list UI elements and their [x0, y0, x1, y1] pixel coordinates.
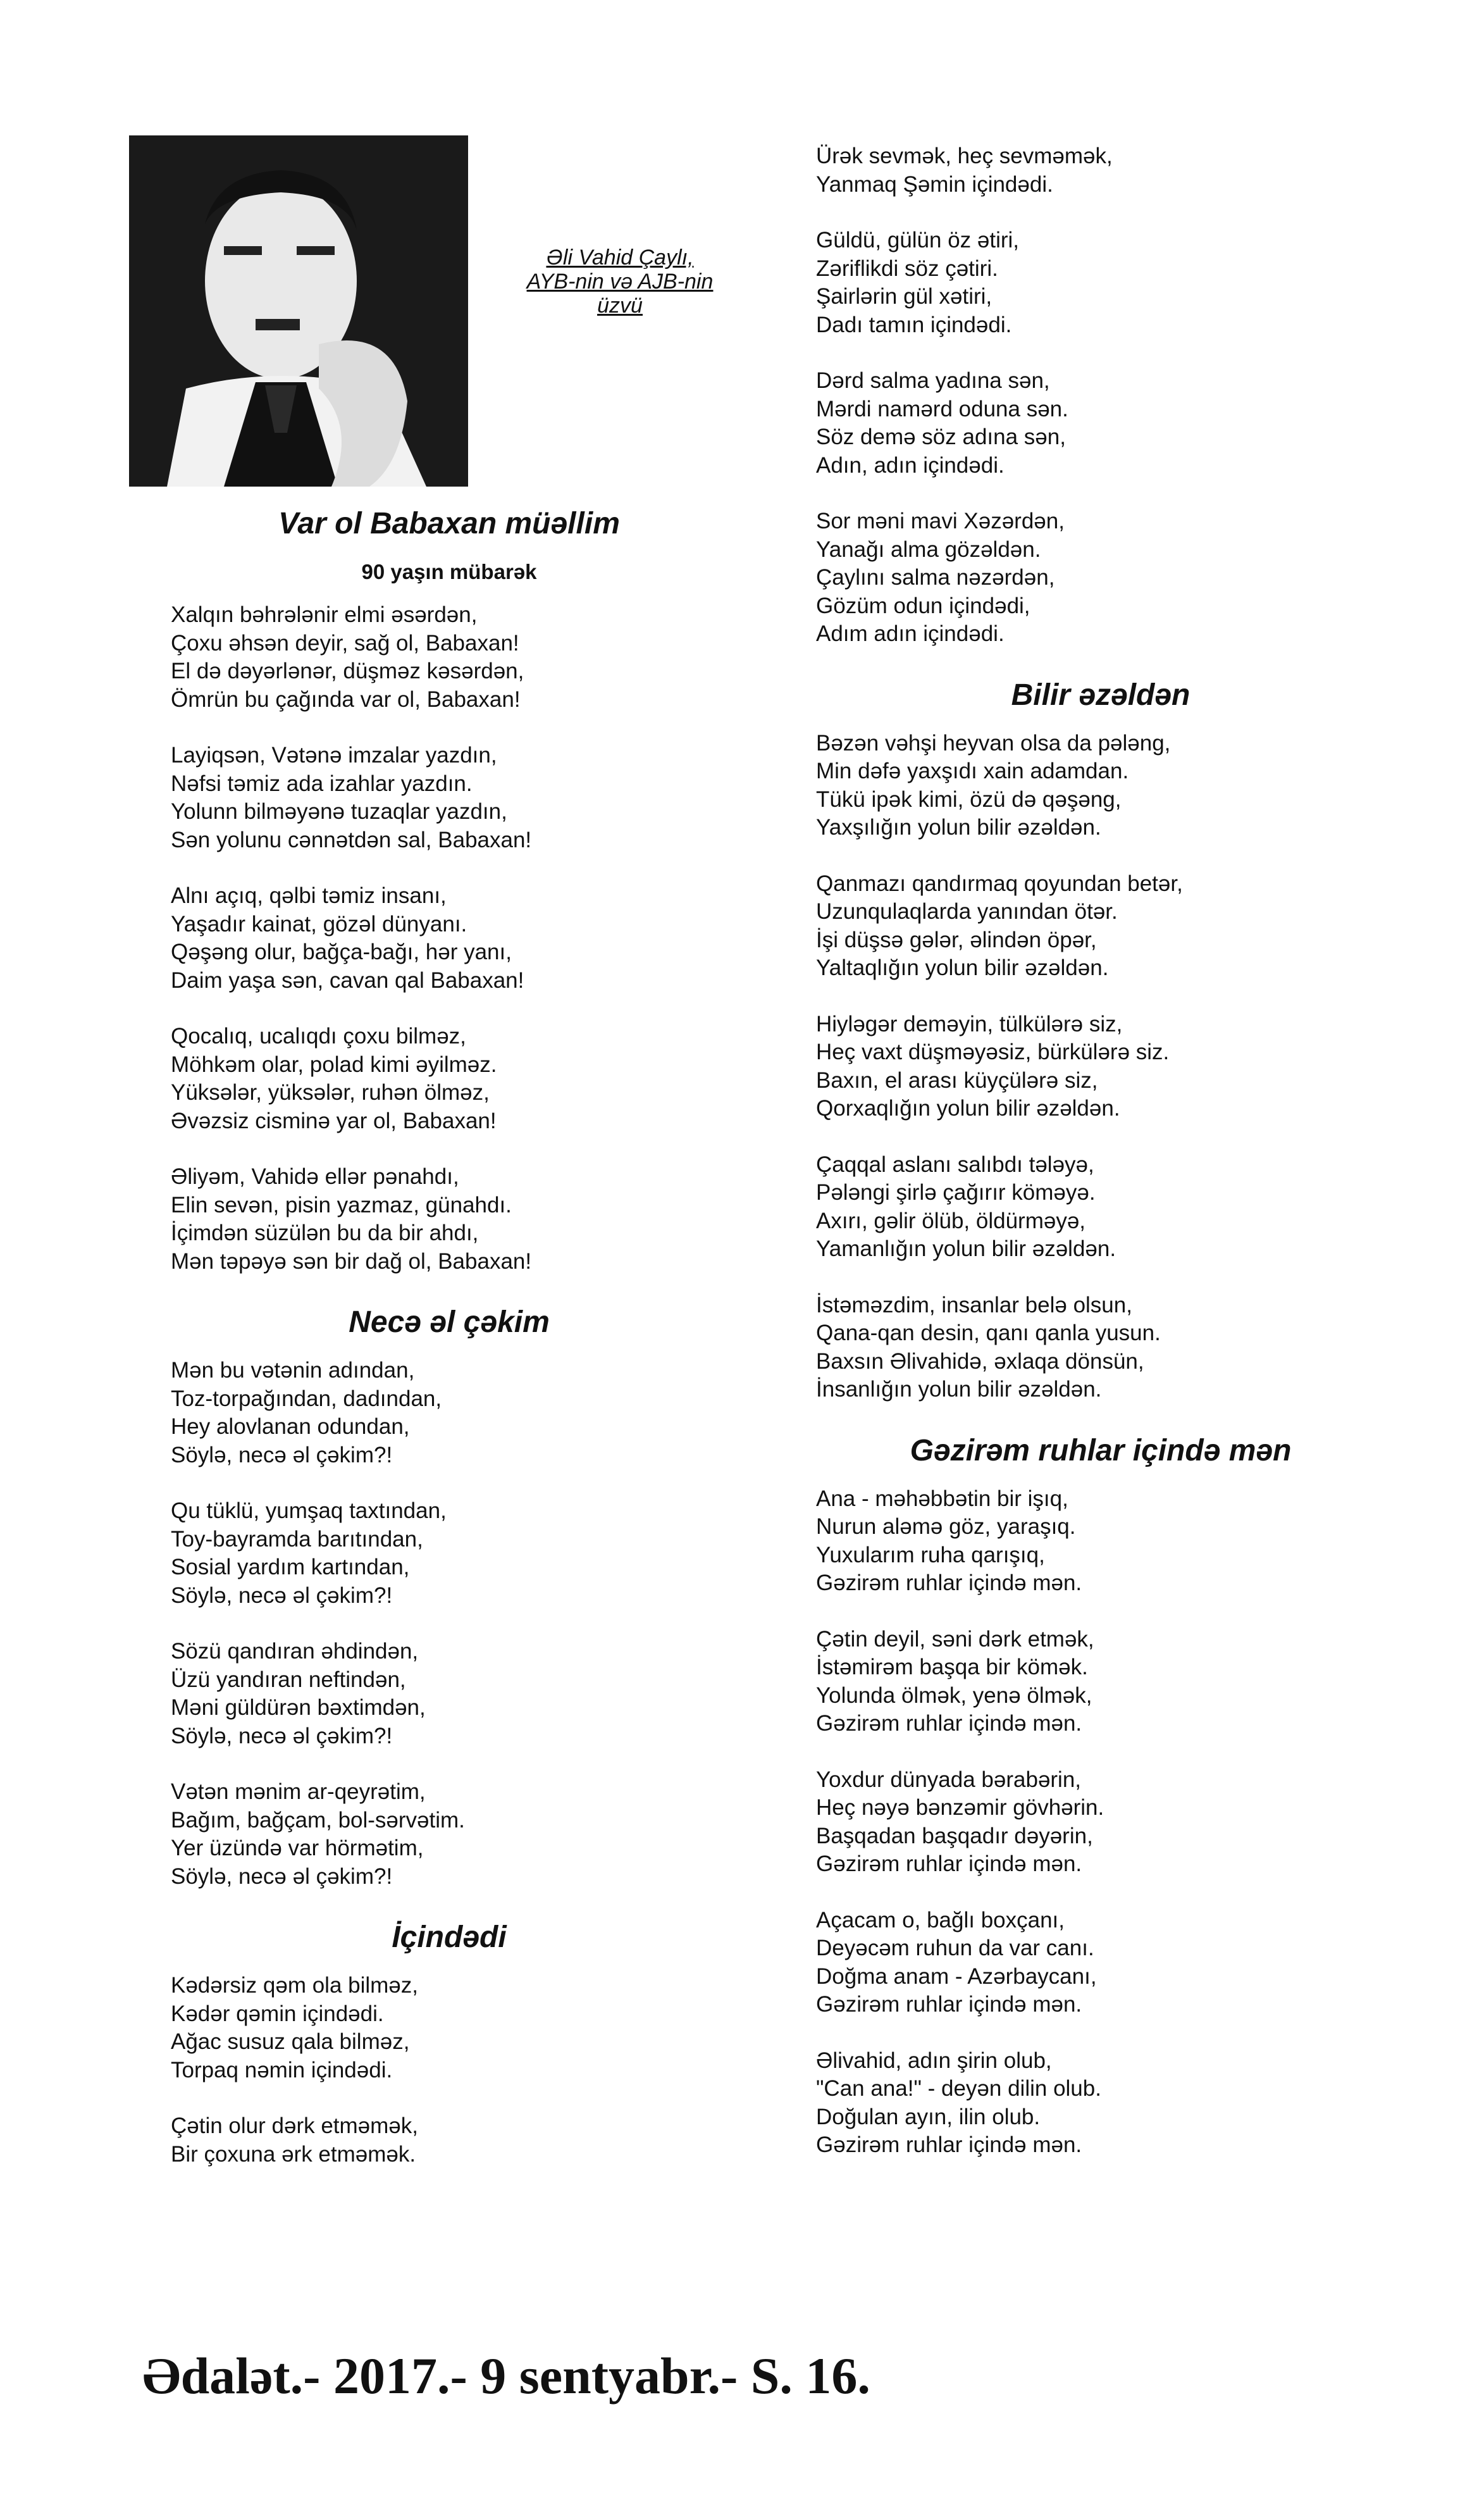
poem-body [816, 142, 1385, 649]
poem-line: Çaqqal aslanı salıbdı tələyə, [816, 1152, 1094, 1177]
stanza [816, 730, 1385, 842]
poem-line: Gəzirəm ruhlar içində mən. [816, 1852, 1082, 1876]
right-column [816, 142, 1385, 2188]
author-caption [471, 246, 769, 318]
poem-line: Doğma anam - Azərbaycanı, [816, 1964, 1097, 1989]
poem-line: İnsanlığın yolun bilir əzəldən. [816, 1377, 1102, 1402]
poem-line: Doğulan ayın, ilin olub. [816, 2104, 1041, 2129]
poem-line: İşi düşsə gələr, əlindən öpər, [816, 927, 1097, 952]
poem-line: Açacam o, bağlı boxçanı, [816, 1907, 1065, 1933]
stanza [171, 2112, 727, 2169]
poem-line: Heç vaxt düşməyəsiz, bürkülərə siz. [816, 1040, 1170, 1064]
stanza [171, 742, 727, 854]
poem-line: Toy-bayramda barıtından, [171, 1526, 423, 1552]
stanza [816, 1151, 1385, 1264]
stanza [171, 1972, 727, 2084]
poem-line: Adın, adın içindədi. [816, 452, 1005, 478]
poem-line: Hey alovlanan odundan, [171, 1414, 410, 1439]
stanza [816, 507, 1385, 649]
poem-line: Çətin olur dərk etməmək, [171, 2113, 418, 2138]
poem-line: Ürək sevmək, heç sevməmək, [816, 144, 1113, 168]
poem-line: Deyəcəm ruhun da var canı. [816, 1936, 1094, 1960]
poem-line: Daim yaşa sən, cavan qal Babaxan! [171, 968, 524, 993]
poem-line: Torpaq nəmin içindədi. [171, 2057, 393, 2082]
poem-line: Bəzən vəhşi heyvan olsa da pələng, [816, 730, 1171, 756]
poem-line: Gəzirəm ruhlar içində mən. [816, 2132, 1082, 2157]
poem-title: Necə əl çəkim [349, 1305, 550, 1339]
author-membership: AYB-nin və AJB-nin [526, 270, 714, 294]
poem-line: Zəriflikdi söz çətiri. [816, 256, 998, 281]
poem-line: İstəməzdim, insanlar belə olsun, [816, 1292, 1132, 1317]
stanza [171, 1163, 727, 1276]
poem-line: Söylə, necə əl çəkim?! [171, 1864, 393, 1889]
stanza [816, 367, 1385, 480]
poem-line: Məni güldürən bəxtimdən, [171, 1695, 426, 1720]
poem-line: Yanmaq Şəmin içindədi. [816, 171, 1053, 197]
author-role: üzvü [597, 294, 643, 318]
poem-line: Üzü yandıran neftindən, [171, 1667, 406, 1692]
stanza [816, 1485, 1385, 1598]
poem-title: Bilir əzəldən [1011, 678, 1190, 712]
stanza [171, 1778, 727, 1891]
poem-line: Söz demə söz adına sən, [816, 425, 1066, 449]
poem-line: Gəzirəm ruhlar içində mən. [816, 1711, 1082, 1736]
poem-body [171, 601, 727, 1276]
source-citation: Ədalət.- 2017.- 9 sentyabr.- S. 16. [142, 2347, 870, 2405]
poem-line: Axırı, gəlir ölüb, öldürməyə, [816, 1208, 1086, 1233]
poem-line: Baxsın Əlivahidə, əxlaqa dönsün, [816, 1348, 1144, 1374]
stanza [816, 1291, 1385, 1404]
poem-line: "Can ana!" - deyən dilin olub. [816, 2076, 1101, 2101]
poem-line: Pələngi şirlə çağırır köməyə. [816, 1180, 1096, 1205]
poem-line: Kədərsiz qəm ola bilməz, [171, 1973, 418, 1998]
poem-line: Yanağı alma gözəldən. [816, 537, 1041, 562]
poem-line: Nəfsi təmiz ada izahlar yazdın. [171, 771, 473, 796]
poem-line: Ağac susuz qala bilməz, [171, 2029, 410, 2054]
poem-line: Nurun aləmə göz, yaraşıq. [816, 1514, 1076, 1539]
poem-line: Kədər qəmin içindədi. [171, 2001, 384, 2026]
poem-line: Yaxşılığın yolun bilir əzəldən. [816, 815, 1101, 840]
poem-line: Əlivahid, adın şirin olub, [816, 2048, 1052, 2073]
poem-title: Var ol Babaxan müəllim [278, 507, 620, 540]
poem-title: İçindədi [392, 1920, 507, 1954]
poem-line: Yoxdur dünyada bərabərin, [816, 1767, 1082, 1792]
poem-line: Əliyəm, Vahidə ellər pənahdı, [171, 1164, 459, 1189]
poem-line: Mərdi namərd oduna sən. [816, 396, 1068, 421]
poem-line: Çətin deyil, səni dərk etmək, [816, 1626, 1094, 1652]
stanza [171, 882, 727, 995]
poem-body [171, 1357, 727, 1891]
stanza [171, 1497, 727, 1610]
poem-line: Baxın, el arası küyçülərə siz, [816, 1067, 1098, 1093]
poem-line: Yolunda ölmək, yenə ölmək, [816, 1683, 1092, 1708]
poem-line: Başqadan başqadır dəyərin, [816, 1823, 1093, 1848]
poem-line: Dərd salma yadına sən, [816, 368, 1050, 393]
poem-line: Ana - məhəbbətin bir işıq, [816, 1486, 1068, 1511]
poem-line: Yolunn bilməyənə tuzaqlar yazdın, [171, 799, 507, 824]
poem-line: Söylə, necə əl çəkim?! [171, 1723, 393, 1748]
poem-line: Gözüm odun içindədi, [816, 593, 1030, 618]
poem-line: Söylə, necə əl çəkim?! [171, 1583, 393, 1608]
poem-line: Bir çoxuna ərk etməmək. [171, 2141, 416, 2167]
poem-line: Yer üzündə var hörmətim, [171, 1836, 424, 1860]
poem-line: Ömrün bu çağında var ol, Babaxan! [171, 687, 521, 712]
poem-line: Güldü, gülün öz ətiri, [816, 228, 1020, 252]
poem-line: Dadı tamın içindədi. [816, 312, 1012, 337]
stanza [171, 1023, 727, 1135]
poem-line: Qocalıq, ucalıqdı çoxu bilməz, [171, 1024, 466, 1049]
poem-line: Adım adın içindədi. [816, 621, 1005, 646]
poem-line: Şairlərin gül xətiri, [816, 284, 992, 309]
poem-line: Sosial yardım kartından, [171, 1555, 410, 1579]
poem-line: Qu tüklü, yumşaq taxtından, [171, 1498, 447, 1523]
stanza [816, 227, 1385, 339]
stanza [171, 1638, 727, 1750]
poem-line: Yüksələr, yüksələr, ruhən ölməz, [171, 1080, 490, 1105]
author-photo [129, 135, 468, 487]
poem-line: Toz-torpağından, dadından, [171, 1386, 442, 1411]
stanza [816, 2047, 1385, 2160]
poem-line: Qəşəng olur, bağça-bağı, hər yanı, [171, 940, 512, 964]
stanza [816, 870, 1385, 983]
poem-title: Gəzirəm ruhlar içində mən [910, 1433, 1292, 1467]
poem-line: İçimdən süzülən bu da bir ahdı, [171, 1221, 479, 1245]
stanza [171, 601, 727, 714]
poem-line: Yuxularım ruha qarışıq, [816, 1542, 1045, 1567]
author-name: Əli Vahid Çaylı, [546, 246, 694, 270]
poem-line: Çaylını salma nəzərdən, [816, 565, 1055, 590]
poem-line: Yamanlığın yolun bilir əzəldən. [816, 1236, 1116, 1261]
poem-body [171, 1972, 727, 2169]
stanza [816, 1766, 1385, 1879]
poem-line: Qana-qan desin, qanı qanla yusun. [816, 1321, 1161, 1345]
stanza [816, 1626, 1385, 1738]
poem-line: Söylə, necə əl çəkim?! [171, 1442, 393, 1467]
poem-body [816, 730, 1385, 1404]
poem-line: Bağım, bağçam, bol-sərvətim. [171, 1807, 465, 1833]
poem-line: Tükü ipək kimi, özü də qəşəng, [816, 787, 1122, 812]
poem-line: Sor məni mavi Xəzərdən, [816, 509, 1065, 533]
left-column [171, 500, 727, 2196]
poem-line: İstəmirəm başqa bir kömək. [816, 1655, 1088, 1679]
poem-line: Heç nəyə bənzəmir gövhərin. [816, 1795, 1104, 1820]
stanza [816, 1011, 1385, 1123]
poem-line: Min dəfə yaxşıdı xain adamdan. [816, 759, 1129, 783]
poem-line: Yaltaqlığın yolun bilir əzəldən. [816, 955, 1109, 980]
poem-line: Hiyləgər deməyin, tülkülərə siz, [816, 1011, 1123, 1036]
poem-line: Mən bu vətənin adından, [171, 1358, 415, 1383]
poem-line: Sözü qandıran əhdindən, [171, 1639, 419, 1664]
poem-line: Sən yolunu cənnətdən sal, Babaxan! [171, 827, 532, 852]
poem-body [816, 1485, 1385, 2160]
poem-line: Vətən mənim ar-qeyrətim, [171, 1779, 426, 1804]
stanza [816, 142, 1385, 199]
poem-subtitle: 90 yaşın mübarək [361, 560, 537, 583]
poem-line: Xalqın bəhrələnir elmi əsərdən, [171, 602, 478, 627]
poem-line: Gəzirəm ruhlar içində mən. [816, 1992, 1082, 2017]
poem-line: Möhkəm olar, polad kimi əyilməz. [171, 1052, 497, 1077]
poem-line: Gəzirəm ruhlar içində mən. [816, 1571, 1082, 1595]
poem-line: El də dəyərlənər, düşməz kəsərdən, [171, 659, 524, 683]
poem-line: Qorxaqlığın yolun bilir əzəldən. [816, 1096, 1120, 1121]
poem-line: Elin sevən, pisin yazmaz, günahdı. [171, 1192, 512, 1217]
poem-line: Layiqsən, Vətənə imzalar yazdın, [171, 743, 497, 768]
poem-line: Mən təpəyə sən bir dağ ol, Babaxan! [171, 1248, 532, 1274]
poem-line: Yaşadır kainat, gözəl dünyanı. [171, 911, 467, 937]
poem-line: Çoxu əhsən deyir, sağ ol, Babaxan! [171, 630, 519, 656]
poem-line: Qanmazı qandırmaq qoyundan betər, [816, 871, 1183, 896]
stanza [171, 1357, 727, 1469]
poem-line: Alnı açıq, qəlbi təmiz insanı, [171, 883, 447, 908]
stanza [816, 1907, 1385, 2019]
poem-line: Əvəzsiz cisminə yar ol, Babaxan! [171, 1108, 497, 1133]
poem-line: Uzunqulaqlarda yanından ötər. [816, 899, 1118, 924]
